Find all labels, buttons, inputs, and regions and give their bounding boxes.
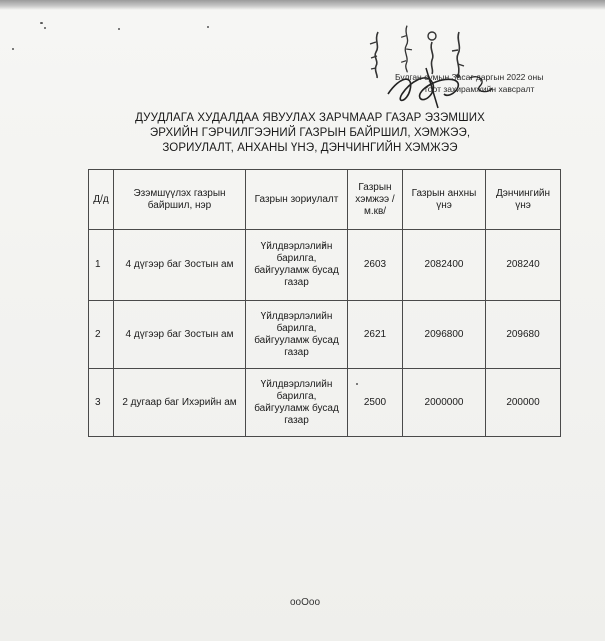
title-line-3: ЗОРИУЛАЛТ, АНХАНЫ ҮНЭ, ДЭНЧИНГИЙН ХЭМЖЭЭ [162, 142, 458, 154]
table-header-row [89, 170, 561, 230]
cell-deposit: 208240 [486, 230, 561, 301]
title-line-1: ДУУДЛАГА ХУДАЛДАА ЯВУУЛАХ ЗАРЧМААР ГАЗАР ЭЗЭМШИХ [135, 112, 485, 124]
document-title [110, 111, 510, 156]
cell-area: 2603 [348, 230, 403, 301]
cell-location: 4 дүгээр баг Зостын ам [114, 301, 246, 369]
cell-location: 2 дугаар баг Ихэрийн ам [114, 369, 246, 437]
header-cell-purpose: Газрын зориулалт [246, 170, 348, 230]
scan-speck [44, 27, 46, 29]
cell-area: 2621 [348, 301, 403, 369]
cell-purpose: Үйлдвэрлэлийн барилга, байгууламж бусад газар [246, 369, 348, 437]
table-row [89, 301, 561, 369]
attachment-note-line-2: тоот захирамжийн хавсралт [424, 84, 535, 94]
cell-starting-price: 2000000 [403, 369, 486, 437]
cell-deposit: 200000 [486, 369, 561, 437]
cell-index: 1 [89, 230, 114, 301]
cell-deposit: 209680 [486, 301, 561, 369]
header-cell-index: Д/д [89, 170, 114, 230]
land-auction-table [88, 169, 561, 437]
cell-starting-price: 2082400 [403, 230, 486, 301]
cell-location: 4 дүгээр баг Зостын ам [114, 230, 246, 301]
scan-speck [207, 26, 209, 28]
title-line-2: ЭРХИЙН ГЭРЧИЛГЭЭНИЙ ГАЗРЫН БАЙРШИЛ, ХЭМЖЭЭ, [149, 127, 471, 139]
scan-speck [12, 48, 14, 50]
header-cell-area: Газрын хэмжээ /м.кв/ [348, 170, 403, 230]
scan-speck [40, 22, 43, 24]
header-cell-starting-price: Газрын анхны үнэ [403, 170, 486, 230]
cell-starting-price: 2096800 [403, 301, 486, 369]
table-row [89, 369, 561, 437]
scan-top-edge [0, 0, 605, 10]
cell-area: 2500 [348, 369, 403, 437]
cell-purpose: Үйлдвэрлэлийн барилга, байгууламж бусад газар [246, 230, 348, 301]
cell-purpose: Үйлдвэрлэлийн барилга, байгууламж бусад газар [246, 301, 348, 369]
header-cell-location: Эзэмшүүлэх газрын байршил, нэр [114, 170, 246, 230]
scan-speck [118, 28, 120, 30]
header-cell-deposit: Дэнчингийн үнэ [486, 170, 561, 230]
attachment-note-line-1: Булган сумын Засаг даргын 2022 оны [395, 72, 544, 82]
table-row [89, 230, 561, 301]
end-mark: ooOoo [290, 597, 321, 608]
cell-index: 2 [89, 301, 114, 369]
cell-index: 3 [89, 369, 114, 437]
